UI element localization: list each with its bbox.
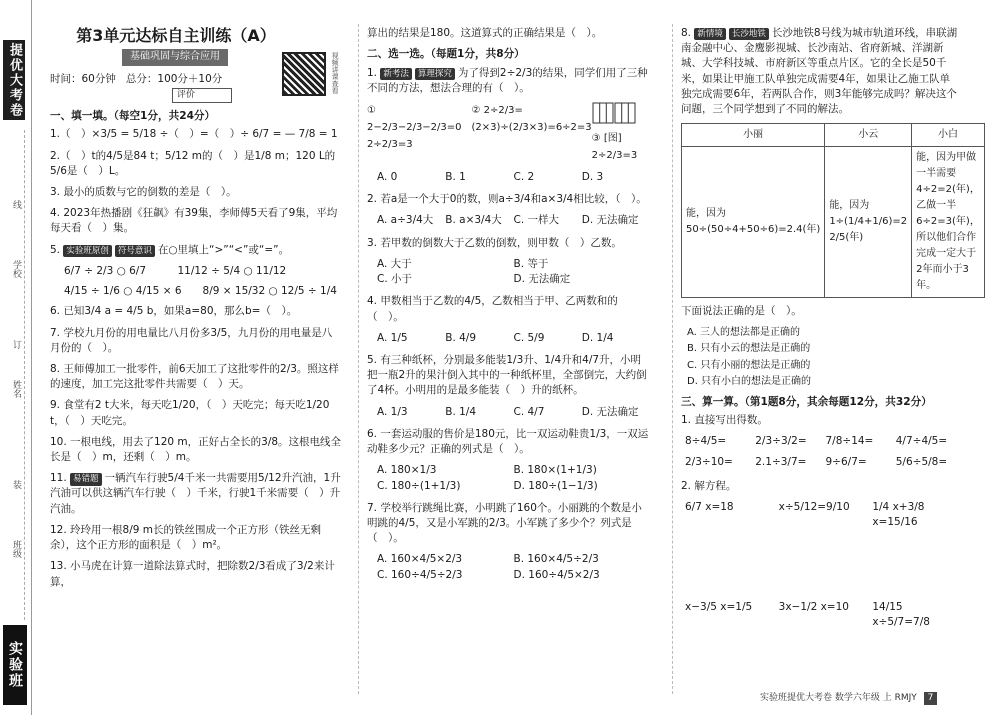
option[interactable]: A. 三人的想法都是正确的 xyxy=(687,326,801,338)
section-heading: 一、填一填。（每空1分，共24分） xyxy=(50,109,216,122)
option[interactable]: A. 大于 xyxy=(377,257,412,270)
option[interactable]: A. 0 xyxy=(377,171,398,184)
metro-tag: 长沙地铁 xyxy=(729,28,769,40)
column-left xyxy=(50,24,342,694)
question-5: 5. 实验班原创 符号意识 在○里填上“>”“<”或“=”。 xyxy=(50,243,290,256)
question-7: 7. 学校九月份的用电量比八月份多3/5，九月份的用电量是八月份的（ ）。 xyxy=(50,326,333,354)
calc-item: 5/6÷5/8= xyxy=(895,456,948,469)
footer-text: 实验班提优大考卷 数学六年级 上 RMJY xyxy=(760,693,917,703)
question-2: 2.（ ）t的4/5是84 t；5/12 m的（ ）是1/8 m；120 L的5/6是（ ）L。 xyxy=(50,149,336,177)
option[interactable]: C. 一样大 xyxy=(513,214,560,227)
binding-spine xyxy=(0,0,32,715)
question-13: 13. 小马虎在计算一道除法算式时，把除数2/3看成了3/2来计算， xyxy=(50,560,335,588)
section-banner: 基础巩固与综合应用 xyxy=(122,49,228,66)
compare-row: 6/7 ÷ 2/3 ○ 6/7 11/12 ÷ 5/4 ○ 11/12 xyxy=(64,264,287,277)
options-q3 xyxy=(377,257,650,287)
compare-row: 4/15 ÷ 1/6 ○ 4/15 × 6 8/9 × 15/32 ○ 12/5 ÷ 1/4 xyxy=(64,285,337,298)
calc-item: 2.1÷3/7= xyxy=(755,456,807,469)
option[interactable]: B. 180×(1+1/3) xyxy=(513,464,597,477)
fraction-bars-icon xyxy=(592,102,636,124)
choice-question-2: 2. 若a是一个大于0的数，则a÷3/4和a×3/4相比较，（ ）。 xyxy=(367,193,647,206)
equation-item: x÷5/12=9/10 xyxy=(778,500,850,513)
option[interactable]: B. 4/9 xyxy=(445,331,477,344)
brand-logo-top: 提优大考卷 xyxy=(3,40,25,120)
choice-question-5: 5. 有三种纸杯，分别最多能装1/3升、1/4升和4/7升，小明把一瓶2升的果汁倒入其中的一种纸杯里，全部倒完，大约倒了4杯。小明用的是最多能装（ ）升的纸杯。 xyxy=(367,353,647,397)
calc-item: 8÷4/5= xyxy=(685,435,727,448)
column-right xyxy=(672,24,980,694)
original-tag: 实验班原创 xyxy=(63,245,112,257)
calc-question-1: 1. 直接写出得数。 xyxy=(681,413,768,426)
option[interactable]: C. 160÷4/5÷2/3 xyxy=(377,568,463,581)
options-q4 xyxy=(377,331,650,346)
page-title: 第3单元达标自主训练（A） xyxy=(76,26,276,45)
new-method-tag: 新考法 xyxy=(380,68,412,80)
question-6: 6. 已知3/4 a = 4/5 b，如果a=80，那么b=（ ）。 xyxy=(50,305,298,318)
option[interactable]: B. 等于 xyxy=(513,257,549,270)
option[interactable]: D. 无法确定 xyxy=(581,405,639,418)
skill-tag: 符号意识 xyxy=(115,245,155,257)
options-q5 xyxy=(377,405,650,420)
cut-line-label: 线 xyxy=(11,200,21,209)
choice-question-1: 1. 新考法 算理探究 为了得到2÷2/3的结果，同学们用了三种不同的方法，想法合理的有（ ）。 xyxy=(367,66,648,94)
error-prone-tag: 易错题 xyxy=(70,473,102,485)
option[interactable]: B. 只有小云的想法是正确的 xyxy=(687,343,811,355)
equation-item: 14/15 x÷5/7=7/8 xyxy=(872,601,930,629)
equation-item: 3x−1/2 x=10 xyxy=(778,601,849,614)
qr-caption: 视频讲课查看 xyxy=(331,52,340,94)
section-heading: 三、算一算。（第1题8分，其余每题12分，共32分） xyxy=(681,395,932,408)
equation-grid xyxy=(685,500,960,530)
calc-item: 2/3÷3/2= xyxy=(755,435,807,448)
total-score: 总分：100分＋10分 xyxy=(125,72,223,85)
question-8: 8. 王师傅加工一批零件，前6天加工了这批零件的2/3。照这样的速度，加工完这批零件共需要（ ）天。 xyxy=(50,362,339,391)
option[interactable]: A. 1/3 xyxy=(377,405,408,418)
option[interactable]: D. 无法确定 xyxy=(513,273,571,286)
equation-grid xyxy=(685,600,960,630)
options-q2 xyxy=(377,213,650,228)
option[interactable]: D. 3 xyxy=(581,171,604,184)
choice-question-4: 4. 甲数相当于乙数的4/5，乙数相当于甲、乙两数和的（ ）。 xyxy=(367,295,618,323)
time-limit: 时间：60分钟 xyxy=(50,72,116,85)
score-box[interactable]: 评价 xyxy=(172,88,232,103)
page-number: 7 xyxy=(924,692,938,705)
equation-item: x−3/5 x=1/5 xyxy=(685,601,753,614)
table-cell: 能，因为甲做一半需要4÷2=2(年)，乙做一半6÷2=3(年)，所以他们合作完成一定大于2年而小于3年。 xyxy=(912,147,985,298)
cut-dashed-line xyxy=(24,130,25,620)
q8-ask: 下面说法正确的是（ ）。 xyxy=(681,305,802,318)
option[interactable]: B. 160×4/5÷2/3 xyxy=(513,553,599,566)
new-context-tag: 新情境 xyxy=(694,28,726,40)
option[interactable]: D. 160÷4/5×2/3 xyxy=(513,568,600,581)
question-10: 10. 一根电线，用去了120 m，正好占全长的3/8。这根电线全长是（ ）m，还剩（ ）m。 xyxy=(50,435,342,464)
class-label: 班级 xyxy=(11,540,21,558)
options-q6 xyxy=(377,463,650,493)
method-1: ① 2−2/3−2/3−2/3=0 2÷2/3=3 xyxy=(367,105,472,151)
table-header: 小丽 xyxy=(682,124,825,147)
question-1: 1.（ ）×3/5 = 5/18 ÷（ ）=（ ）÷ 6/7 = — 7/8 = 1 xyxy=(50,128,338,141)
choice-question-3: 3. 若甲数的倒数大于乙数的倒数，则甲数（ ）乙数。 xyxy=(367,236,622,249)
table-header: 小云 xyxy=(825,124,912,147)
option[interactable]: A. a÷3/4大 xyxy=(377,214,434,227)
method-2: ② 2÷2/3=(2×3)÷(2/3×3)=6÷2=3 xyxy=(471,105,592,134)
question-9: 9. 食堂有2 t大米，每天吃1/20，（ ）天吃完；每天吃1/20 t，（ ）天吃完。 xyxy=(50,399,330,427)
option[interactable]: C. 5/9 xyxy=(513,331,545,344)
equation-item: 6/7 x=18 xyxy=(685,500,734,513)
question-12: 12. 玲玲用一根8/9 m长的铁丝围成一个正方形（铁丝无剩余），这个正方形的面积是（ ）m²。 xyxy=(50,523,321,552)
options-q1 xyxy=(377,170,650,185)
option[interactable]: C. 4/7 xyxy=(513,405,545,418)
question-4: 4. 2023年热播剧《狂飙》有39集，李师傅5天看了9集，平均每天看（ ）集。 xyxy=(50,207,338,235)
option[interactable]: D. 无法确定 xyxy=(581,214,639,227)
solution-table xyxy=(681,123,985,298)
section-heading: 二、选一选。（每题1分，共8分） xyxy=(367,48,525,61)
choice-question-6: 6. 一套运动服的售价是180元，比一双运动鞋贵1/3，一双运动鞋多少元？正确的列式是（ ）。 xyxy=(367,427,649,456)
question-13-continued: 算出的结果是180。这道算式的正确结果是（ ）。 xyxy=(367,27,603,39)
method-3: ③ [图] 2÷2/3=3 xyxy=(592,102,650,164)
oral-calc-grid xyxy=(685,434,960,470)
calc-item: 2/3÷10= xyxy=(685,456,733,469)
calc-question-2: 2. 解方程。 xyxy=(681,479,737,492)
table-cell: 能，因为50÷(50÷4+50÷6)=2.4(年) xyxy=(682,147,825,298)
option[interactable]: D. 180÷(1−1/3) xyxy=(513,479,598,492)
option[interactable]: A. 1/5 xyxy=(377,331,408,344)
page-footer xyxy=(760,692,937,705)
option[interactable]: D. 1/4 xyxy=(581,331,614,344)
option[interactable]: C. 小于 xyxy=(377,273,413,286)
option[interactable]: A. 180×1/3 xyxy=(377,464,437,477)
seal-label: 装 xyxy=(11,480,21,489)
option[interactable]: C. 只有小丽的想法是正确的 xyxy=(687,359,811,371)
option[interactable]: B. 1 xyxy=(445,171,466,184)
question-11: 11. 易错题 一辆汽车行驶5/4千米一共需要用5/12升汽油，1升汽油可以供这辆汽车行驶（ ）千米，行驶1千米需要（ ）升汽油。 xyxy=(50,472,341,515)
table-cell: 能，因为1÷(1/4+1/6)=2 2/5(年) xyxy=(825,147,912,298)
question-3: 3. 最小的质数与它的倒数的差是（ ）。 xyxy=(50,185,237,198)
options-q7 xyxy=(377,552,650,582)
brand-logo-bottom: 实验班 xyxy=(3,625,27,705)
option[interactable]: B. a×3/4大 xyxy=(445,214,502,227)
reasoning-tag: 算理探究 xyxy=(415,68,455,80)
choice-question-8: 8. 新情境 长沙地铁 长沙地铁8号线为城市轨道环线，串联湖南金融中心、金鹰影视城、长沙南站、省府新城、洋湖新城、大学科技城、市府新区等重点片区。它的全长是50千米，如果让甲施工队单独完成需要4年，如果让乙施工队单独完成需要6年，若两队合作，则3年能够完成吗？解决这个问题，三个同学想到了不同的解法。 xyxy=(681,27,958,116)
method-list xyxy=(367,102,650,164)
calc-item: 7/8÷14= xyxy=(825,435,874,448)
table-header: 小白 xyxy=(912,124,985,147)
order-label: 订 xyxy=(11,340,21,349)
name-label: 姓名 xyxy=(11,380,21,398)
column-middle xyxy=(358,24,650,694)
calc-item: 9÷6/7= xyxy=(825,456,867,469)
equation-item: 1/4 x+3/8 x=15/16 xyxy=(872,500,925,528)
calc-item: 4/7÷4/5= xyxy=(895,435,948,448)
option[interactable]: D. 只有小白的想法是正确的 xyxy=(687,376,812,388)
choice-question-7: 7. 学校举行跳绳比赛，小明跳了160个。小丽跳的个数是小明跳的4/5，又是小军跳的2/3。小军跳了多少个？列式是（ ）。 xyxy=(367,501,642,545)
option[interactable]: B. 1/4 xyxy=(445,405,477,418)
school-label: 学校 xyxy=(11,260,21,278)
option[interactable]: C. 2 xyxy=(513,171,535,184)
qr-code-icon[interactable] xyxy=(282,52,326,96)
option[interactable]: A. 160×4/5×2/3 xyxy=(377,553,463,566)
option[interactable]: C. 180÷(1+1/3) xyxy=(377,479,461,492)
